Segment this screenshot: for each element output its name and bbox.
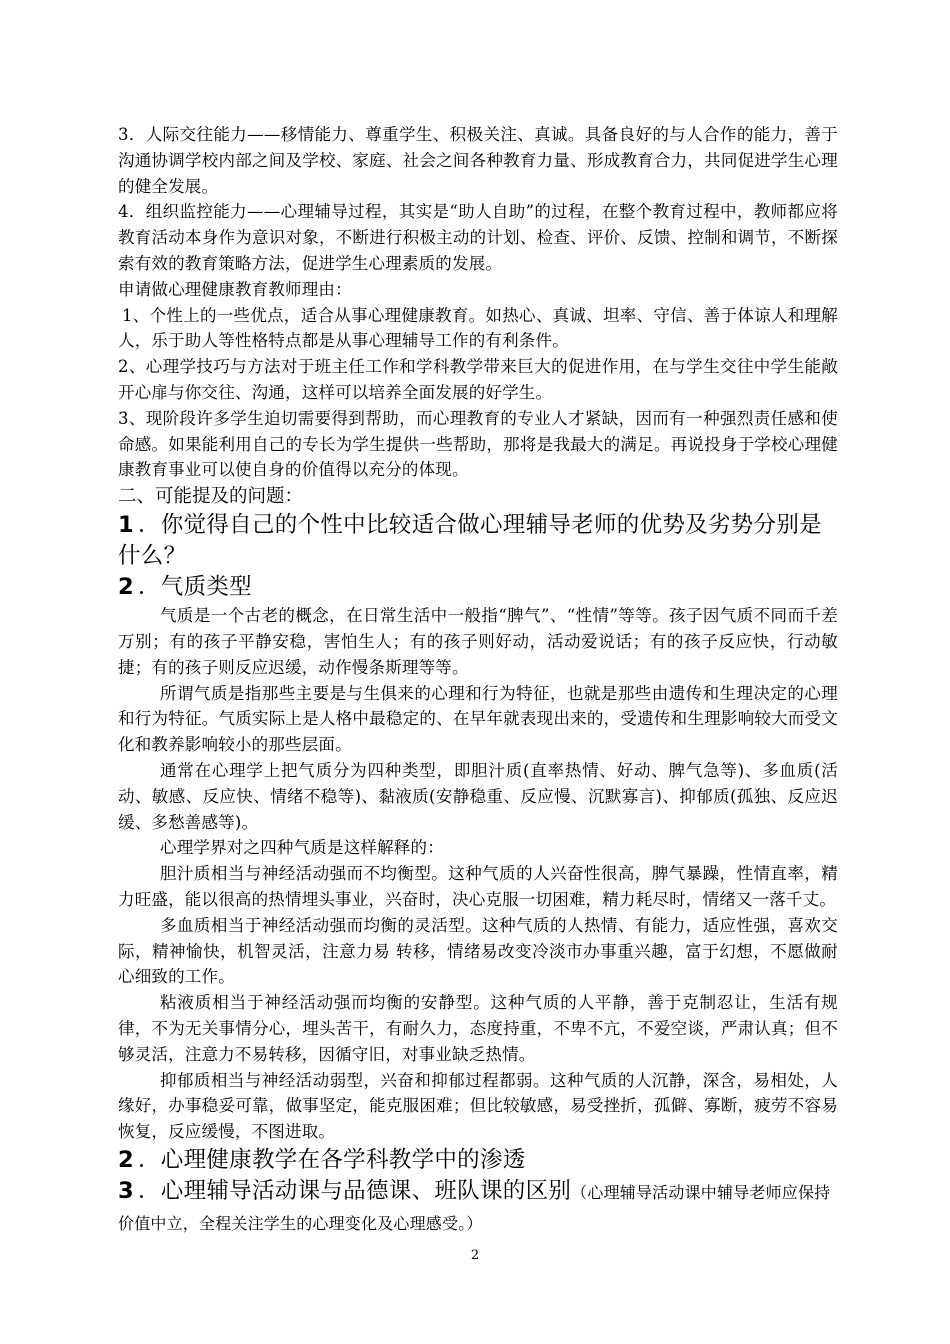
temperament-melancholic: 抑郁质相当与神经活动弱型，兴奋和抑郁过程都弱。这种气质的人沉静，深含，易相处，人缘好，办事稳妥可靠，做事坚定，能克服困难；但比较敏感，易受挫折，孤僻、寡断，疲劳不容易恢复，反应缓慢，不图进取。 <box>118 1070 838 1142</box>
question-1 <box>118 510 838 572</box>
question-1-number: 1 <box>118 512 134 539</box>
question-3-number: 2 <box>118 1146 134 1173</box>
question-3 <box>118 1145 838 1176</box>
question-2 <box>118 572 838 603</box>
question-1-text: ．你觉得自己的个性中比较适合做心理辅导老师的优势及劣势分别是什么？ <box>118 512 822 570</box>
paragraph-organization-monitoring: 4．组织监控能力——心理辅导过程，其实是“助人自助”的过程，在整个教育过程中，教师都应将教育活动本身作为意识对象，不断进行积极主动的计划、检查、评价、反馈、控制和调节，不断探索有效的教育策略方法，促进学生心理素质的发展。 <box>118 202 838 273</box>
temperament-phlegmatic: 粘液质相当于神经活动强而均衡的安静型。这种气质的人平静，善于克制忍让，生活有规律，不为无关事情分心，埋头苦干，有耐久力，态度持重，不卑不亢，不爱空谈，严肃认真；但不够灵活，注意力不易转移，因循守旧，对事业缺乏热情。 <box>118 993 838 1064</box>
temperament-choleric: 胆汁质相当与神经活动强而不均衡型。这种气质的人兴奋性很高，脾气暴躁，性情直率，精力旺盛，能以很高的热情埋头事业，兴奋时，决心克服一切困难，精力耗尽时，情绪又一落千丈。 <box>118 864 838 909</box>
temperament-paragraph-2: 所谓气质是指那些主要是与生俱来的心理和行为特征，也就是那些由遗传和生理决定的心理和行为特征。气质实际上是人格中最稳定的、在早年就表现出来的，受遗传和生理影响较大而受文化和教养影响较小的那些层面。 <box>118 683 838 755</box>
temperament-sanguine: 多血质相当于神经活动强而均衡的灵活型。这种气质的人热情、有能力，适应性强，喜欢交际，精神愉快，机智灵活，注意力易 转移，情绪易改变冷淡市办事重兴趣，富于幻想，不愿做耐心细致的工作。 <box>118 915 838 987</box>
temperament-paragraph-1: 气质是一个古老的概念，在日常生活中一般指“脾气”、“性情”等等。孩子因气质不同而千差万别；有的孩子平静安稳，害怕生人；有的孩子则好动，活动爱说话；有的孩子反应快，行动敏捷；有的孩子则反应迟缓，动作慢条斯理等等。 <box>118 606 838 677</box>
question-2-text: ．气质类型 <box>137 574 252 601</box>
question-4 <box>118 1176 838 1238</box>
section-two-title: 二、可能提及的问题： <box>118 486 304 508</box>
question-3-text: ．心理健康教学在各学科教学中的渗透 <box>137 1146 526 1173</box>
paragraph-application-reasons-heading: 申请做心理健康教育教师理由： <box>118 279 352 299</box>
question-4-note: （心理辅导活动课中辅导老师应保持价值中立，全程关注学生的心理变化及心理感受。） <box>118 1182 831 1233</box>
temperament-paragraph-3: 通常在心理学上把气质分为四种类型，即胆汁质(直率热情、好动、脾气急等)、多血质(活动、敏感、反应快、情绪不稳等)、黏液质(安静稳重、反应慢、沉默寡言)、抑郁质(孤独、反应迟缓、多愁善感等)。 <box>118 760 838 832</box>
question-2-number: 2 <box>118 574 134 601</box>
page-number: 2 <box>470 1248 480 1263</box>
paragraph-reason-3: 3、现阶段许多学生迫切需要得到帮助，而心理教育的专业人才紧缺，因而有一种强烈责任感和使命感。如果能利用自己的专长为学生提供一些帮助，那将是我最大的满足。再说投身于学校心理健康教育事业可以使自身的价值得以充分的体现。 <box>118 408 838 480</box>
temperament-paragraph-4: 心理学界对之四种气质是这样解释的： <box>160 838 444 858</box>
paragraph-reason-1: 1、个性上的一些优点，适合从事心理健康教育。如热心、真诚、坦率、守信、善于体谅人和理解人，乐于助人等性格特点都是从事心理辅导工作的有利条件。 <box>118 305 838 351</box>
question-4-number: 3 <box>118 1177 134 1204</box>
question-4-text: ．心理辅导活动课与品德课、班队课的区别 <box>137 1177 572 1204</box>
paragraph-interpersonal-ability: 3．人际交往能力——移情能力、尊重学生、积极关注、真诚。具备良好的与人合作的能力，善于沟通协调学校内部之间及学校、家庭、社会之间各种教育力量、形成教育合力，共同促进学生心理的健全发展。 <box>118 125 838 196</box>
page-content <box>118 122 838 1238</box>
paragraph-reason-2: 2、心理学技巧与方法对于班主任工作和学科教学带来巨大的促进作用，在与学生交往中学生能敞开心扉与你交往、沟通，这样可以培养全面发展的好学生。 <box>118 357 838 402</box>
